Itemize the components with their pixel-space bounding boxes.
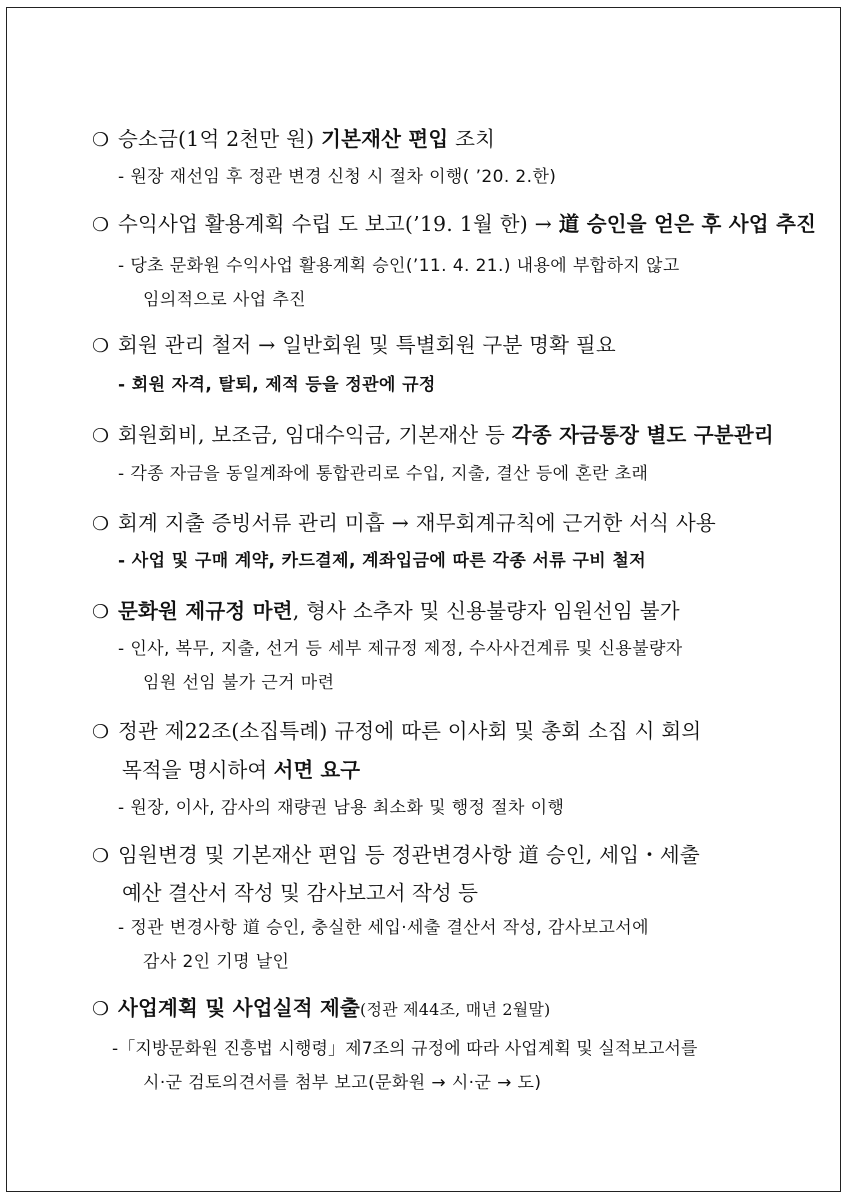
section-3-detail: - 회원 자격, 탈퇴, 제적 등을 정관에 규정 — [118, 375, 436, 395]
section-9-detail: -「지방문화원 진흥법 시행령」제7조의 규정에 따라 사업계획 및 실적보고서를 — [112, 1039, 698, 1059]
section-2-detail: - 당초 문화원 수익사업 활용계획 승인(’11. 4. 21.) 내용에 부합하지 않고 — [118, 256, 680, 276]
section-8-heading-cont: 예산 결산서 작성 및 감사보고서 작성 등 — [122, 881, 478, 905]
section-6-detail: - 인사, 복무, 지출, 선거 등 세부 제규정 제정, 수사사건계류 및 신용불량자 — [118, 639, 683, 659]
section-8-detail-cont: 감사 2인 기명 날인 — [143, 952, 290, 972]
section-4-detail: - 각종 자금을 동일계좌에 통합관리로 수입, 지출, 결산 등에 혼란 초래 — [118, 464, 649, 484]
section-8-heading: ❍ 임원변경 및 기본재산 편입 등 정관변경사항 道 승인, 세입・세출 — [92, 843, 700, 867]
section-2-detail-cont: 임의적으로 사업 추진 — [143, 290, 307, 310]
circle-bullet-icon: ❍ — [92, 513, 110, 535]
section-5-heading: ❍ 회계 지출 증빙서류 관리 미흡 → 재무회계규칙에 근거한 서식 사용 — [92, 511, 716, 535]
section-9-detail-cont: 시·군 검토의견서를 첨부 보고(문화원 → 시·군 → 도) — [143, 1073, 542, 1093]
section-3-heading: ❍ 회원 관리 철저 → 일반회원 및 특별회원 구분 명확 필요 — [92, 333, 616, 357]
circle-bullet-icon: ❍ — [92, 335, 110, 357]
section-2-heading: ❍ 수익사업 활용계획 수립 도 보고(’19. 1월 한) → 道 승인을 얻은 후 사업 추진 — [92, 212, 817, 236]
section-6-heading: ❍ 문화원 제규정 마련, 형사 소추자 및 신용불량자 임원선임 불가 — [92, 599, 680, 623]
section-9-heading: ❍ 사업계획 및 사업실적 제출(정관 제44조, 매년 2월말) — [92, 996, 551, 1020]
circle-bullet-icon: ❍ — [92, 129, 110, 151]
circle-bullet-icon: ❍ — [92, 998, 110, 1020]
circle-bullet-icon: ❍ — [92, 845, 110, 867]
circle-bullet-icon: ❍ — [92, 601, 110, 623]
section-5-detail: - 사업 및 구매 계약, 카드결제, 계좌입금에 따른 각종 서류 구비 철저 — [118, 551, 647, 571]
section-4-heading: ❍ 회원회비, 보조금, 임대수익금, 기본재산 등 각종 자금통장 별도 구분관리 — [92, 423, 774, 447]
section-7-detail: - 원장, 이사, 감사의 재량권 남용 최소화 및 행정 절차 이행 — [118, 798, 565, 818]
section-7-heading-cont: 목적을 명시하여 서면 요구 — [122, 758, 361, 782]
section-6-detail-cont: 임원 선임 불가 근거 마련 — [143, 673, 335, 693]
section-7-heading: ❍ 정관 제22조(소집특례) 규정에 따른 이사회 및 총회 소집 시 회의 — [92, 719, 702, 743]
circle-bullet-icon: ❍ — [92, 425, 110, 447]
section-1-heading: ❍ 승소금(1억 2천만 원) 기본재산 편입 조치 — [92, 127, 496, 151]
section-8-detail: - 정관 변경사항 道 승인, 충실한 세입·세출 결산서 작성, 감사보고서에 — [118, 918, 649, 938]
circle-bullet-icon: ❍ — [92, 721, 110, 743]
section-1-detail: - 원장 재선임 후 정관 변경 신청 시 절차 이행( ’20. 2.한) — [118, 167, 557, 187]
circle-bullet-icon: ❍ — [92, 214, 110, 236]
